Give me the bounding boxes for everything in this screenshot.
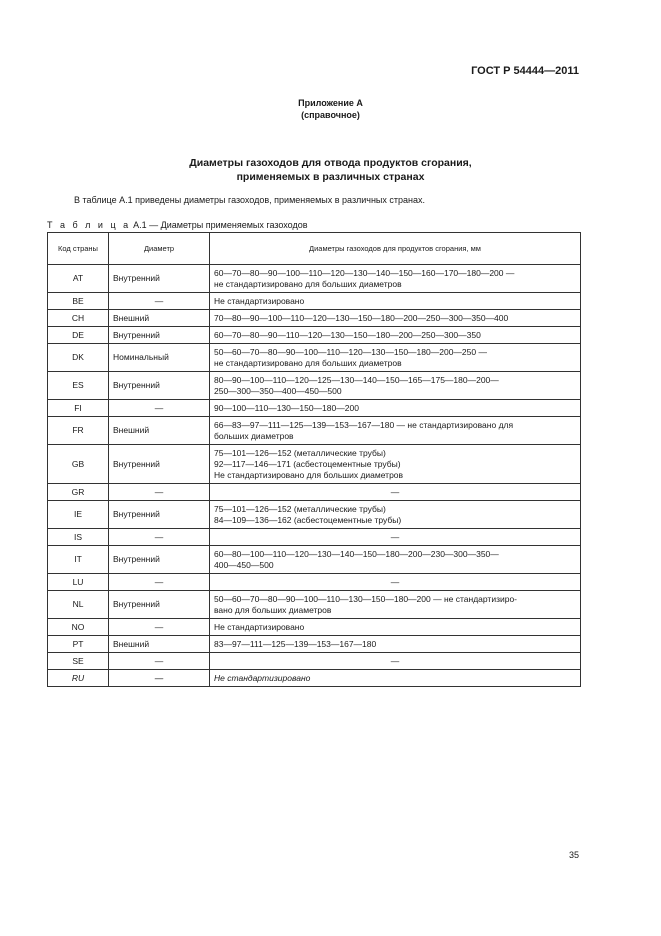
country-code-cell: FI	[48, 400, 109, 417]
diameter-values-line: 66—83—97—111—125—139—153—167—180 — не стандартизировано для	[214, 419, 514, 430]
diameter-type-cell: Внутренний	[109, 501, 210, 529]
country-code-cell: AT	[48, 265, 109, 293]
diameter-values-cell	[210, 445, 581, 484]
diameters-table	[47, 232, 581, 687]
table-row	[48, 372, 581, 400]
diameter-values-cell	[210, 501, 581, 529]
diameter-values-line: Не стандартизировано для больших диаметров	[214, 469, 404, 480]
diameter-values-line: больших диаметров	[214, 430, 294, 441]
country-code-cell: NL	[48, 591, 109, 619]
table-row	[48, 636, 581, 653]
diameter-values-cell	[210, 636, 581, 653]
diameter-values-cell	[210, 619, 581, 636]
table-row	[48, 293, 581, 310]
standard-number: ГОСТ Р 54444—2011	[471, 65, 579, 77]
diameter-type-cell: Внешний	[109, 417, 210, 445]
diameter-values-cell	[210, 529, 581, 546]
diameter-type-cell: Внутренний	[109, 265, 210, 293]
country-code-cell: FR	[48, 417, 109, 445]
diameter-values-line: 83—97—111—125—139—153—167—180	[214, 638, 377, 649]
diameter-values-cell	[210, 574, 581, 591]
diameter-values-line: Не стандартизировано	[214, 621, 305, 632]
table-header-row	[48, 233, 581, 265]
table-row	[48, 400, 581, 417]
table-row	[48, 501, 581, 529]
diameter-type-cell: —	[109, 529, 210, 546]
column-header-values: Диаметры газоходов для продуктов сгорания, мм	[210, 233, 581, 265]
table-caption-text: А.1 — Диаметры применяемых газоходов	[133, 220, 308, 230]
table-row	[48, 670, 581, 687]
diameter-values-line: 80—90—100—110—120—125—130—140—150—165—175—180—200—	[214, 374, 499, 385]
country-code-cell: LU	[48, 574, 109, 591]
diameter-values-cell	[210, 653, 581, 670]
diameter-values-line: —	[390, 576, 400, 587]
diameter-values-cell	[210, 417, 581, 445]
country-code-cell: IS	[48, 529, 109, 546]
diameter-values-line: не стандартизировано для больших диаметров	[214, 357, 402, 368]
diameter-type-cell: —	[109, 670, 210, 687]
diameter-type-cell: Внешний	[109, 636, 210, 653]
country-code-cell: RU	[48, 670, 109, 687]
diameter-values-line: 60—70—80—90—110—120—130—150—180—200—250—300—350	[214, 329, 481, 340]
table-row	[48, 619, 581, 636]
diameter-values-line: вано для больших диаметров	[214, 604, 332, 615]
country-code-cell: DK	[48, 344, 109, 372]
table-row	[48, 445, 581, 484]
diameter-values-line: 75—101—126—152 (металлические трубы)	[214, 503, 386, 514]
table-caption	[47, 220, 308, 230]
diameter-type-cell: Внутренний	[109, 591, 210, 619]
table-row	[48, 529, 581, 546]
diameter-values-cell	[210, 400, 581, 417]
diameter-values-line: —	[390, 655, 400, 666]
annex-title: Приложение А	[298, 98, 363, 108]
column-header-diameter: Диаметр	[109, 233, 210, 265]
diameter-values-line: 50—60—70—80—90—100—110—120—130—150—180—200—250 —	[214, 346, 487, 357]
column-header-code: Код страны	[48, 233, 109, 265]
country-code-cell: ES	[48, 372, 109, 400]
table-caption-prefix: Т а б л и ц а	[47, 220, 131, 230]
section-heading-line2: применяемых в различных странах	[236, 171, 425, 183]
diameter-type-cell: —	[109, 619, 210, 636]
diameter-values-line: 400—450—500	[214, 559, 274, 570]
diameter-values-cell	[210, 265, 581, 293]
diameter-values-line: 250—300—350—400—450—500	[214, 385, 342, 396]
diameter-type-cell: Внутренний	[109, 445, 210, 484]
diameter-values-cell	[210, 546, 581, 574]
table-row	[48, 310, 581, 327]
diameter-values-cell	[210, 670, 581, 687]
diameter-values-line: не стандартизировано для больших диаметров	[214, 278, 402, 289]
diameter-values-line: —	[390, 531, 400, 542]
diameter-type-cell: —	[109, 653, 210, 670]
table-row	[48, 417, 581, 445]
table-row	[48, 484, 581, 501]
table-row	[48, 574, 581, 591]
diameter-values-cell	[210, 327, 581, 344]
country-code-cell: GB	[48, 445, 109, 484]
diameter-values-line: 50—60—70—80—90—100—110—130—150—180—200 — не стандартизиро-	[214, 593, 518, 604]
diameter-values-line: 60—70—80—90—100—110—120—130—140—150—160—170—180—200 —	[214, 267, 515, 278]
diameter-values-line: 84—109—136—162 (асбестоцементные трубы)	[214, 514, 402, 525]
country-code-cell: NO	[48, 619, 109, 636]
country-code-cell: IT	[48, 546, 109, 574]
diameter-type-cell: Внутренний	[109, 372, 210, 400]
diameter-values-line: Не стандартизировано	[214, 672, 311, 683]
diameter-values-line: 92—117—146—171 (асбестоцементные трубы)	[214, 458, 401, 469]
diameter-type-cell: Номинальный	[109, 344, 210, 372]
diameter-values-line: Не стандартизировано	[214, 295, 305, 306]
diameter-values-line: —	[390, 486, 400, 497]
diameter-type-cell: —	[109, 293, 210, 310]
diameter-type-cell: —	[109, 484, 210, 501]
diameter-values-line: 60—80—100—110—120—130—140—150—180—200—230—300—350—	[214, 548, 499, 559]
diameter-values-cell	[210, 344, 581, 372]
table-row	[48, 653, 581, 670]
table-row	[48, 327, 581, 344]
section-heading-line1: Диаметры газоходов для отвода продуктов сгорания,	[189, 157, 472, 169]
table-row	[48, 591, 581, 619]
annex-subtitle: (справочное)	[301, 110, 360, 120]
table-row	[48, 265, 581, 293]
country-code-cell: GR	[48, 484, 109, 501]
diameter-type-cell: Внутренний	[109, 327, 210, 344]
table-row	[48, 344, 581, 372]
country-code-cell: CH	[48, 310, 109, 327]
country-code-cell: DE	[48, 327, 109, 344]
country-code-cell: SE	[48, 653, 109, 670]
diameter-values-cell	[210, 310, 581, 327]
diameter-type-cell: Внутренний	[109, 546, 210, 574]
diameter-values-cell	[210, 293, 581, 310]
diameter-values-line: 75—101—126—152 (металлические трубы)	[214, 447, 386, 458]
diameter-type-cell: —	[109, 574, 210, 591]
diameter-values-cell	[210, 484, 581, 501]
intro-paragraph: В таблице А.1 приведены диаметры газоходов, применяемых в различных странах.	[74, 195, 425, 205]
table-body	[48, 265, 581, 687]
diameter-type-cell: —	[109, 400, 210, 417]
country-code-cell: PT	[48, 636, 109, 653]
diameter-type-cell: Внешний	[109, 310, 210, 327]
diameter-values-line: 70—80—90—100—110—120—130—150—180—200—250—300—350—400	[214, 312, 509, 323]
country-code-cell: BE	[48, 293, 109, 310]
diameter-values-line: 90—100—110—130—150—180—200	[214, 402, 359, 413]
diameter-values-cell	[210, 372, 581, 400]
page-number: 35	[568, 850, 579, 860]
table-row	[48, 546, 581, 574]
diameter-values-cell	[210, 591, 581, 619]
country-code-cell: IE	[48, 501, 109, 529]
